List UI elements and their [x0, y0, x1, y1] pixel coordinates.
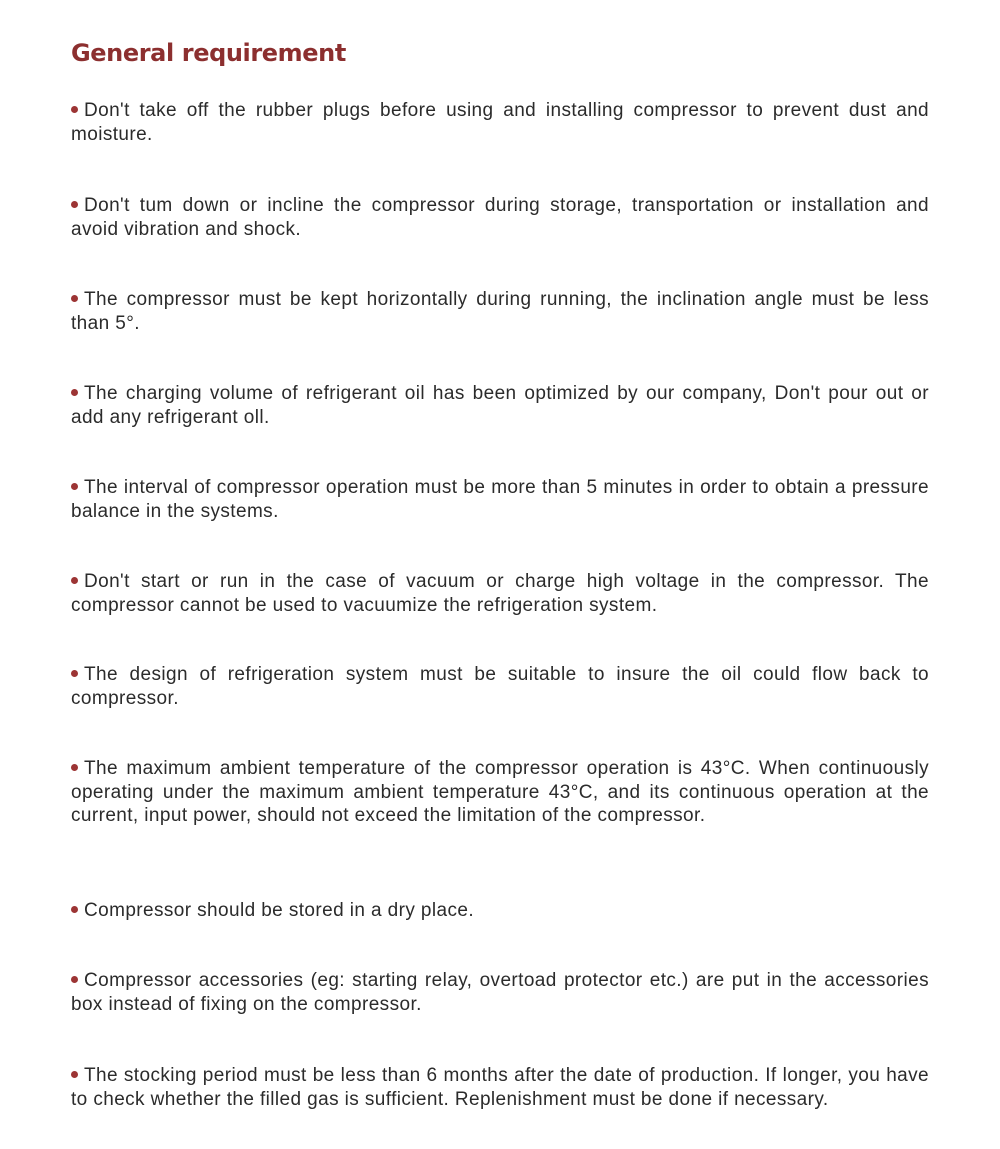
list-item — [71, 969, 929, 1016]
bullet-icon — [71, 389, 78, 396]
bullet-icon — [71, 483, 78, 490]
list-item-text: Compressor accessories (eg: starting relay, overtoad protector etc.) are put in the accessories box instead of fixing on the compressor. — [71, 970, 929, 1015]
list-item — [71, 757, 929, 828]
list-item — [71, 99, 929, 146]
list-item-text: The compressor must be kept horizontally during running, the inclination angle must be less than 5°. — [71, 289, 929, 334]
bullet-icon — [71, 764, 78, 771]
list-item-text: Don't start or run in the case of vacuum or charge high voltage in the compressor. The compressor cannot be used to vacuumize the refrigeration system. — [71, 571, 929, 616]
list-item-text: The interval of compressor operation must be more than 5 minutes in order to obtain a pressure balance in the systems. — [71, 477, 929, 522]
bullet-icon — [71, 1071, 78, 1078]
bullet-icon — [71, 201, 78, 208]
list-item — [71, 899, 929, 923]
list-item — [71, 1064, 929, 1111]
list-item — [71, 476, 929, 523]
bullet-icon — [71, 670, 78, 677]
list-item — [71, 570, 929, 617]
list-item-text: Compressor should be stored in a dry place. — [84, 900, 475, 921]
list-item — [71, 663, 929, 710]
list-item — [71, 382, 929, 429]
list-item-text: The maximum ambient temperature of the compressor operation is 43°C. When continuously operating under the maximum ambient temperature 43°C, and its continuous operation at the current, input power, should not exceed the limitation of the compressor. — [71, 758, 929, 826]
list-item — [71, 194, 929, 241]
bullet-icon — [71, 106, 78, 113]
list-item-text: Don't tum down or incline the compressor during storage, transportation or installation and avoid vibration and shock. — [71, 195, 929, 240]
list-item-text: Don't take off the rubber plugs before using and installing compressor to prevent dust and moisture. — [71, 100, 929, 145]
bullet-icon — [71, 976, 78, 983]
list-item-text: The design of refrigeration system must be suitable to insure the oil could flow back to compressor. — [71, 664, 929, 709]
page-title: General requirement — [71, 39, 346, 67]
bullet-icon — [71, 577, 78, 584]
bullet-icon — [71, 906, 78, 913]
list-item-text: The charging volume of refrigerant oil has been optimized by our company, Don't pour out or add any refrigerant oll. — [71, 383, 929, 428]
list-item-text: The stocking period must be less than 6 months after the date of production. If longer, you have to check whether the filled gas is sufficient. Replenishment must be done if necessary. — [71, 1065, 929, 1110]
bullet-icon — [71, 295, 78, 302]
list-item — [71, 288, 929, 335]
